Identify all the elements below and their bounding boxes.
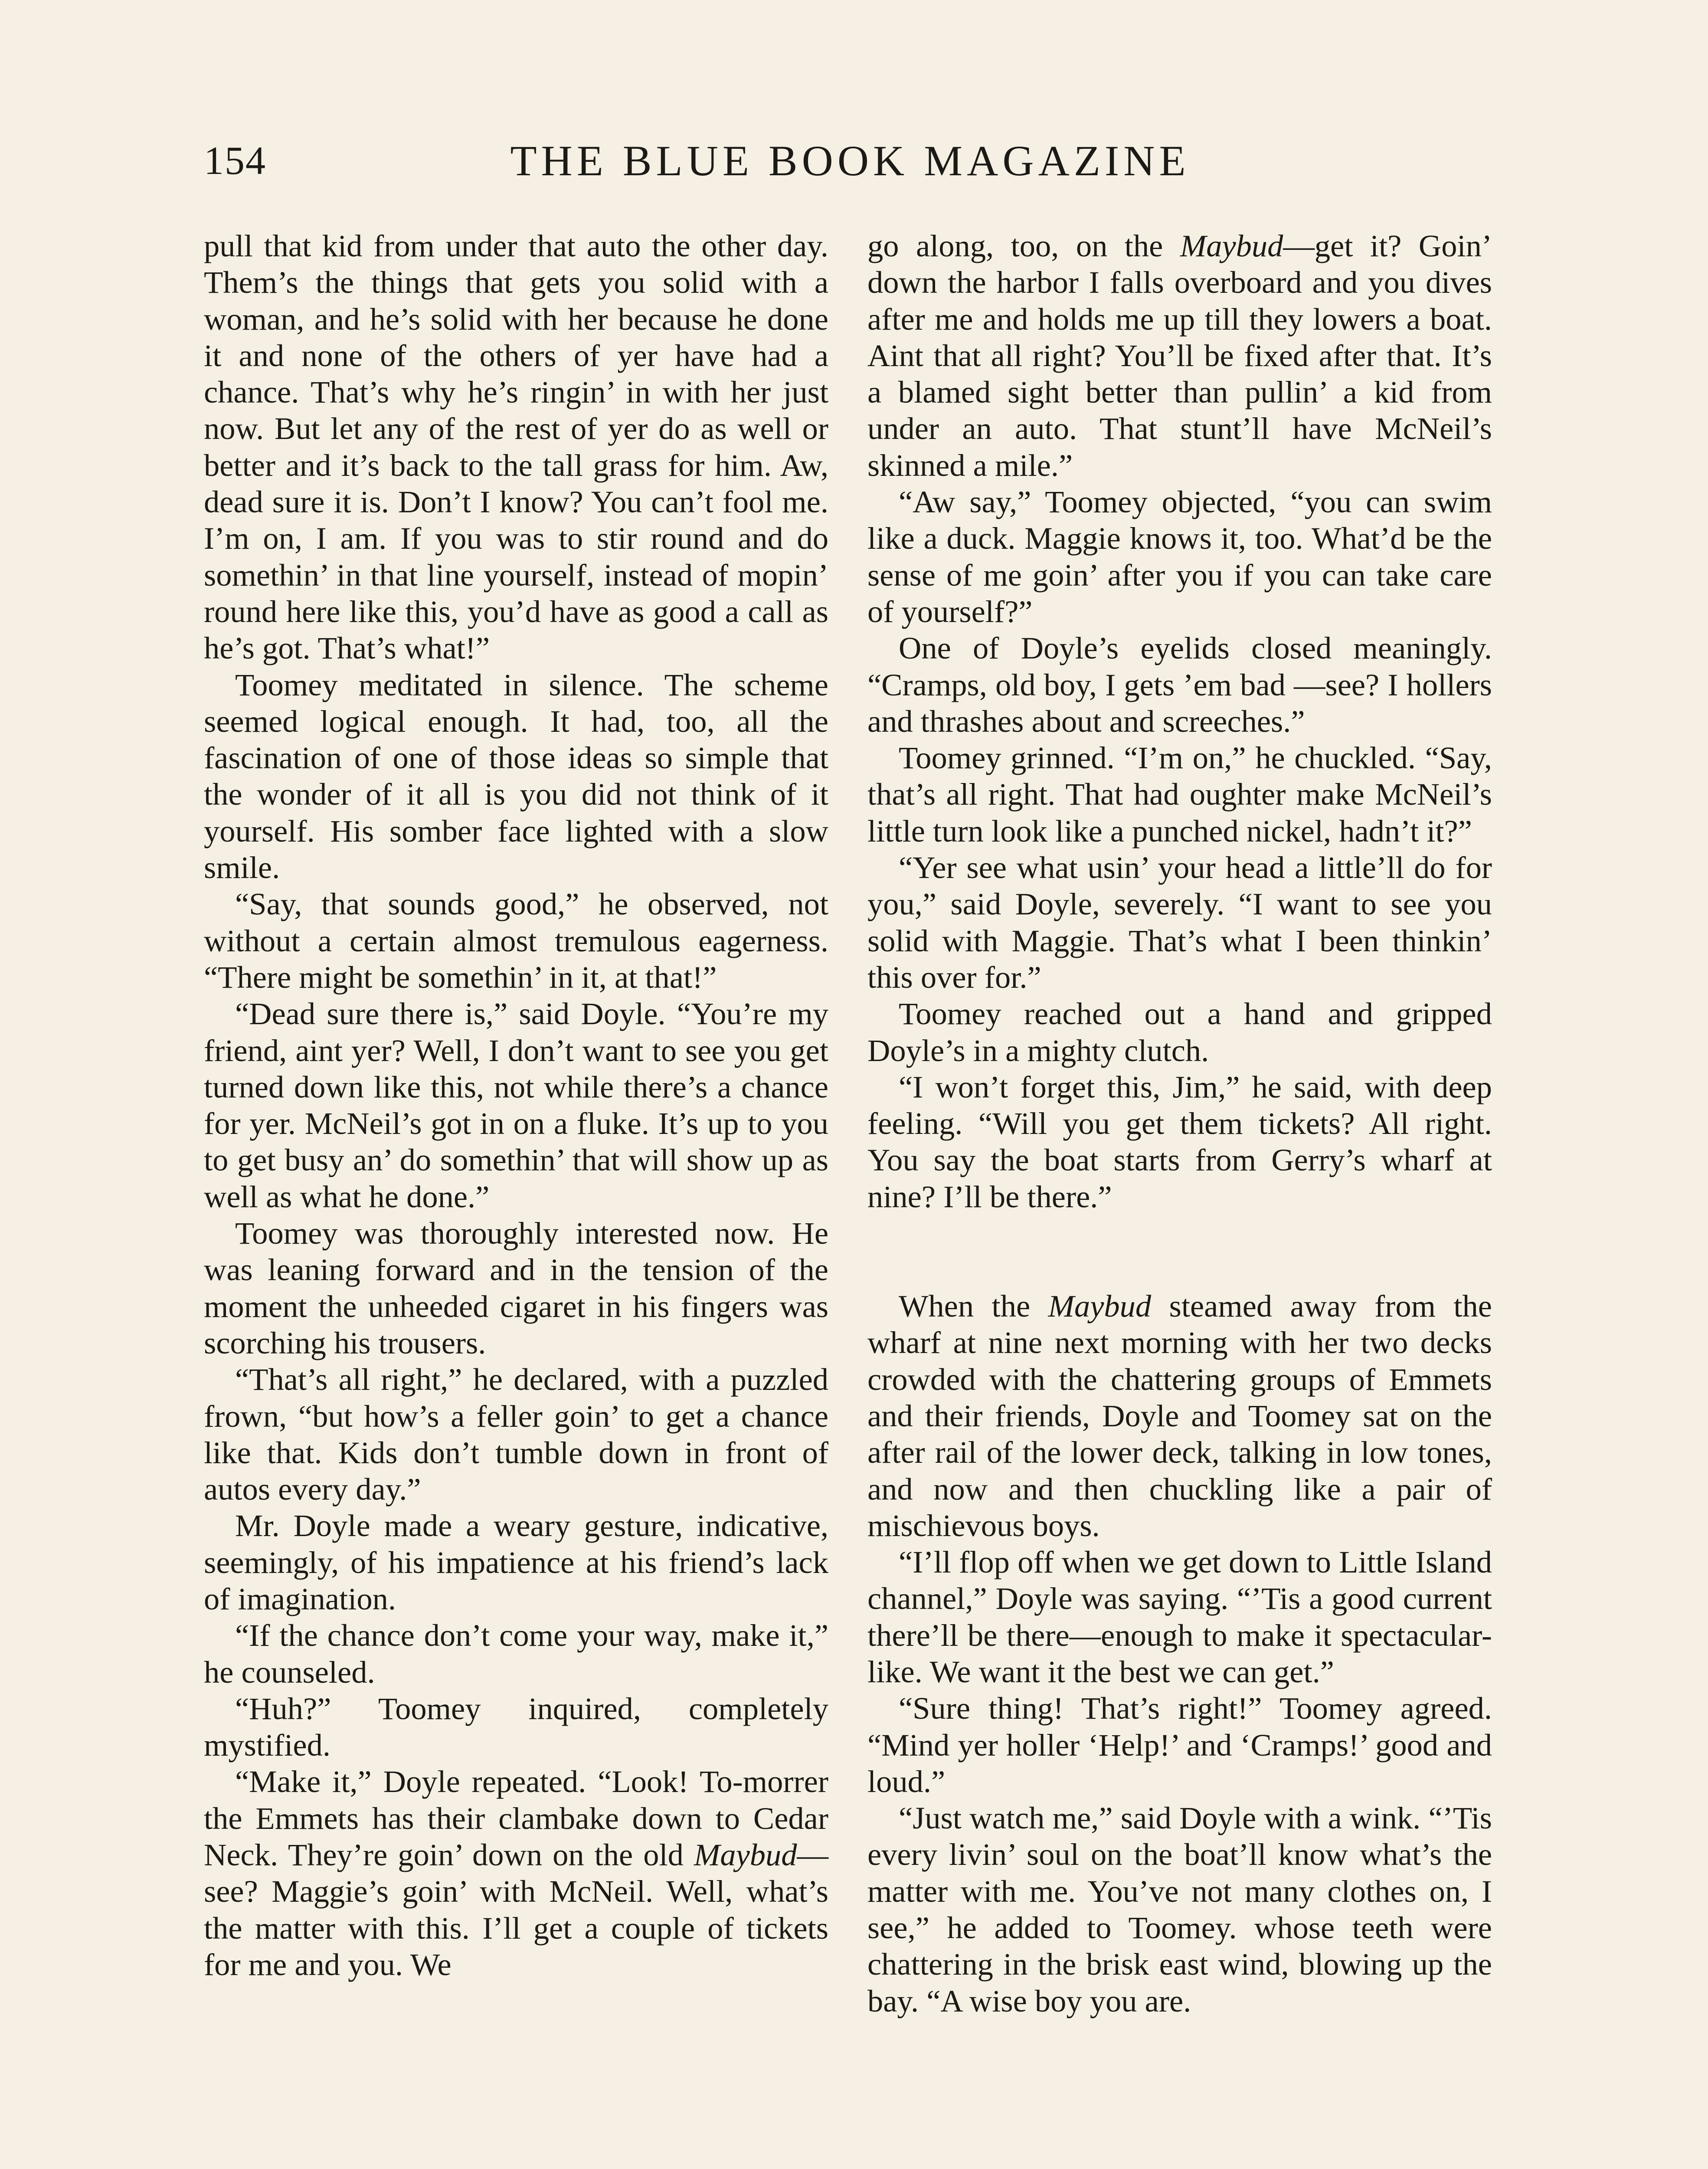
boat-name: Maybud	[694, 1837, 797, 1873]
paragraph: “Just watch me,” said Doyle with a wink. “’Tis every livin’ soul on the boat’ll know what’s the matter with me. You’ve not many clothes on, I see,” he added to Toomey. whose teeth were chattering in the brisk east wind, blowing up the bay. “A wise boy you are.	[867, 1800, 1492, 2018]
paragraph: “Dead sure there is,” said Doyle. “You’re my friend, aint yer? Well, I don’t want to see you get turned down like this, not while there’s a chance for yer. McNeil’s got in on a fluke. It’s up to you to get busy an’ do somethin’ that will show up as well as what he done.”	[204, 996, 828, 1214]
page-header	[204, 130, 1496, 191]
text-run: “Make it,” Doyle repeated. “Look! To-morrer the Emmets has their clambake down to Cedar Neck. They’re goin’ down on the old	[204, 1764, 828, 1873]
paragraph	[204, 1763, 828, 1983]
paragraph: “Huh?” Toomey inquired, completely mystified.	[204, 1691, 828, 1763]
text-run: —get it? Goin’ down the harbor I falls overboard and you dives after me and holds me up till they lowers a boat. Aint that all right? You’ll be fixed after that. It’s a blamed sight better than pullin’ a kid from under an auto. That stunt’ll have McNeil’s skinned a mile.”	[867, 228, 1492, 483]
text-run: When the	[899, 1288, 1048, 1324]
paragraph: Toomey was thoroughly interested now. He was leaning forward and in the tension of the moment the unheeded cigaret in his fingers was scorching his trousers.	[204, 1216, 828, 1360]
right-column	[867, 228, 1492, 2019]
paragraph: “I won’t forget this, Jim,” he said, with deep feeling. “Will you get them tickets? All right. You say the boat starts from Gerry’s wharf at nine? I’ll be there.”	[867, 1069, 1492, 1214]
text-run: steamed away from the wharf at nine next morning with her two decks crowded with the chattering groups of Emmets and their friends, Doyle and Toomey sat on the after rail of the lower deck, talking in low tones, and now and then chuckling like a pair of mischievous boys.	[867, 1288, 1492, 1543]
section-break	[867, 1215, 1492, 1288]
paragraph: “If the chance don’t come your way, make it,” he counseled.	[204, 1618, 828, 1690]
paragraph	[867, 1288, 1492, 1544]
paragraph: “Yer see what usin’ your head a little’ll do for you,” said Doyle, severely. “I want to see you solid with Maggie. That’s what I been thinkin’ this over for.”	[867, 850, 1492, 995]
paragraph: “Say, that sounds good,” he observed, not without a certain almost tremulous eagerness. “There might be somethin’ in it, at that!”	[204, 886, 828, 995]
paragraph: “That’s all right,” he declared, with a puzzled frown, “but how’s a feller goin’ to get a chance like that. Kids don’t tumble down in front of autos every day.”	[204, 1362, 828, 1507]
left-column	[204, 228, 828, 1983]
boat-name: Maybud	[1180, 228, 1283, 263]
text-run: —see? Maggie’s goin’ with McNeil. Well, what’s the matter with this. I’ll get a couple of tickets for me and you. We	[204, 1837, 828, 1982]
text-run: go along, too, on the	[867, 228, 1180, 263]
paragraph: Mr. Doyle made a weary gesture, indicative, seemingly, of his impatience at his friend’s lack of imagination.	[204, 1508, 828, 1616]
paragraph: “Sure thing! That’s right!” Toomey agreed. “Mind yer holler ‘Help!’ and ‘Cramps!’ good and loud.”	[867, 1691, 1492, 1799]
paragraph: Toomey grinned. “I’m on,” he chuckled. “Say, that’s all right. That had oughter make McNeil’s little turn look like a punched nickel, hadn’t it?”	[867, 740, 1492, 849]
paragraph: pull that kid from under that auto the other day. Them’s the things that gets you solid with a woman, and he’s solid with her because he done it and none of the others of yer have had a chance. That’s why he’s ringin’ in with her just now. But let any of the rest of yer do as well or better and it’s back to the tall grass for him. Aw, dead sure it is. Don’t I know? You can’t fool me. I’m on, I am. If you was to stir round and do somethin’ in that line yourself, instead of mopin’ round here like this, you’d have as good a call as he’s got. That’s what!”	[204, 228, 828, 666]
boat-name: Maybud	[1048, 1288, 1152, 1324]
paragraph: Toomey meditated in silence. The scheme seemed logical enough. It had, too, all the fascination of one of those ideas so simple that the wonder of it all is you did not think of it yourself. His somber face lighted with a slow smile.	[204, 667, 828, 885]
page-number: 154	[204, 138, 266, 183]
paragraph: “Aw say,” Toomey objected, “you can swim like a duck. Maggie knows it, too. What’d be the sense of me goin’ after you if you can take care of yourself?”	[867, 484, 1492, 629]
paragraph: “I’ll flop off when we get down to Little Island channel,” Doyle was saying. “’Tis a good current there’ll be there—enough to make it spectacular-like. We want it the best we can get.”	[867, 1544, 1492, 1689]
paragraph: One of Doyle’s eyelids closed meaningly. “Cramps, old boy, I gets ’em bad —see? I hollers and thrashes about and screeches.”	[867, 630, 1492, 739]
paragraph: Toomey reached out a hand and gripped Doyle’s in a mighty clutch.	[867, 996, 1492, 1068]
running-head: THE BLUE BOOK MAGAZINE	[510, 136, 1190, 185]
paragraph	[867, 228, 1492, 484]
